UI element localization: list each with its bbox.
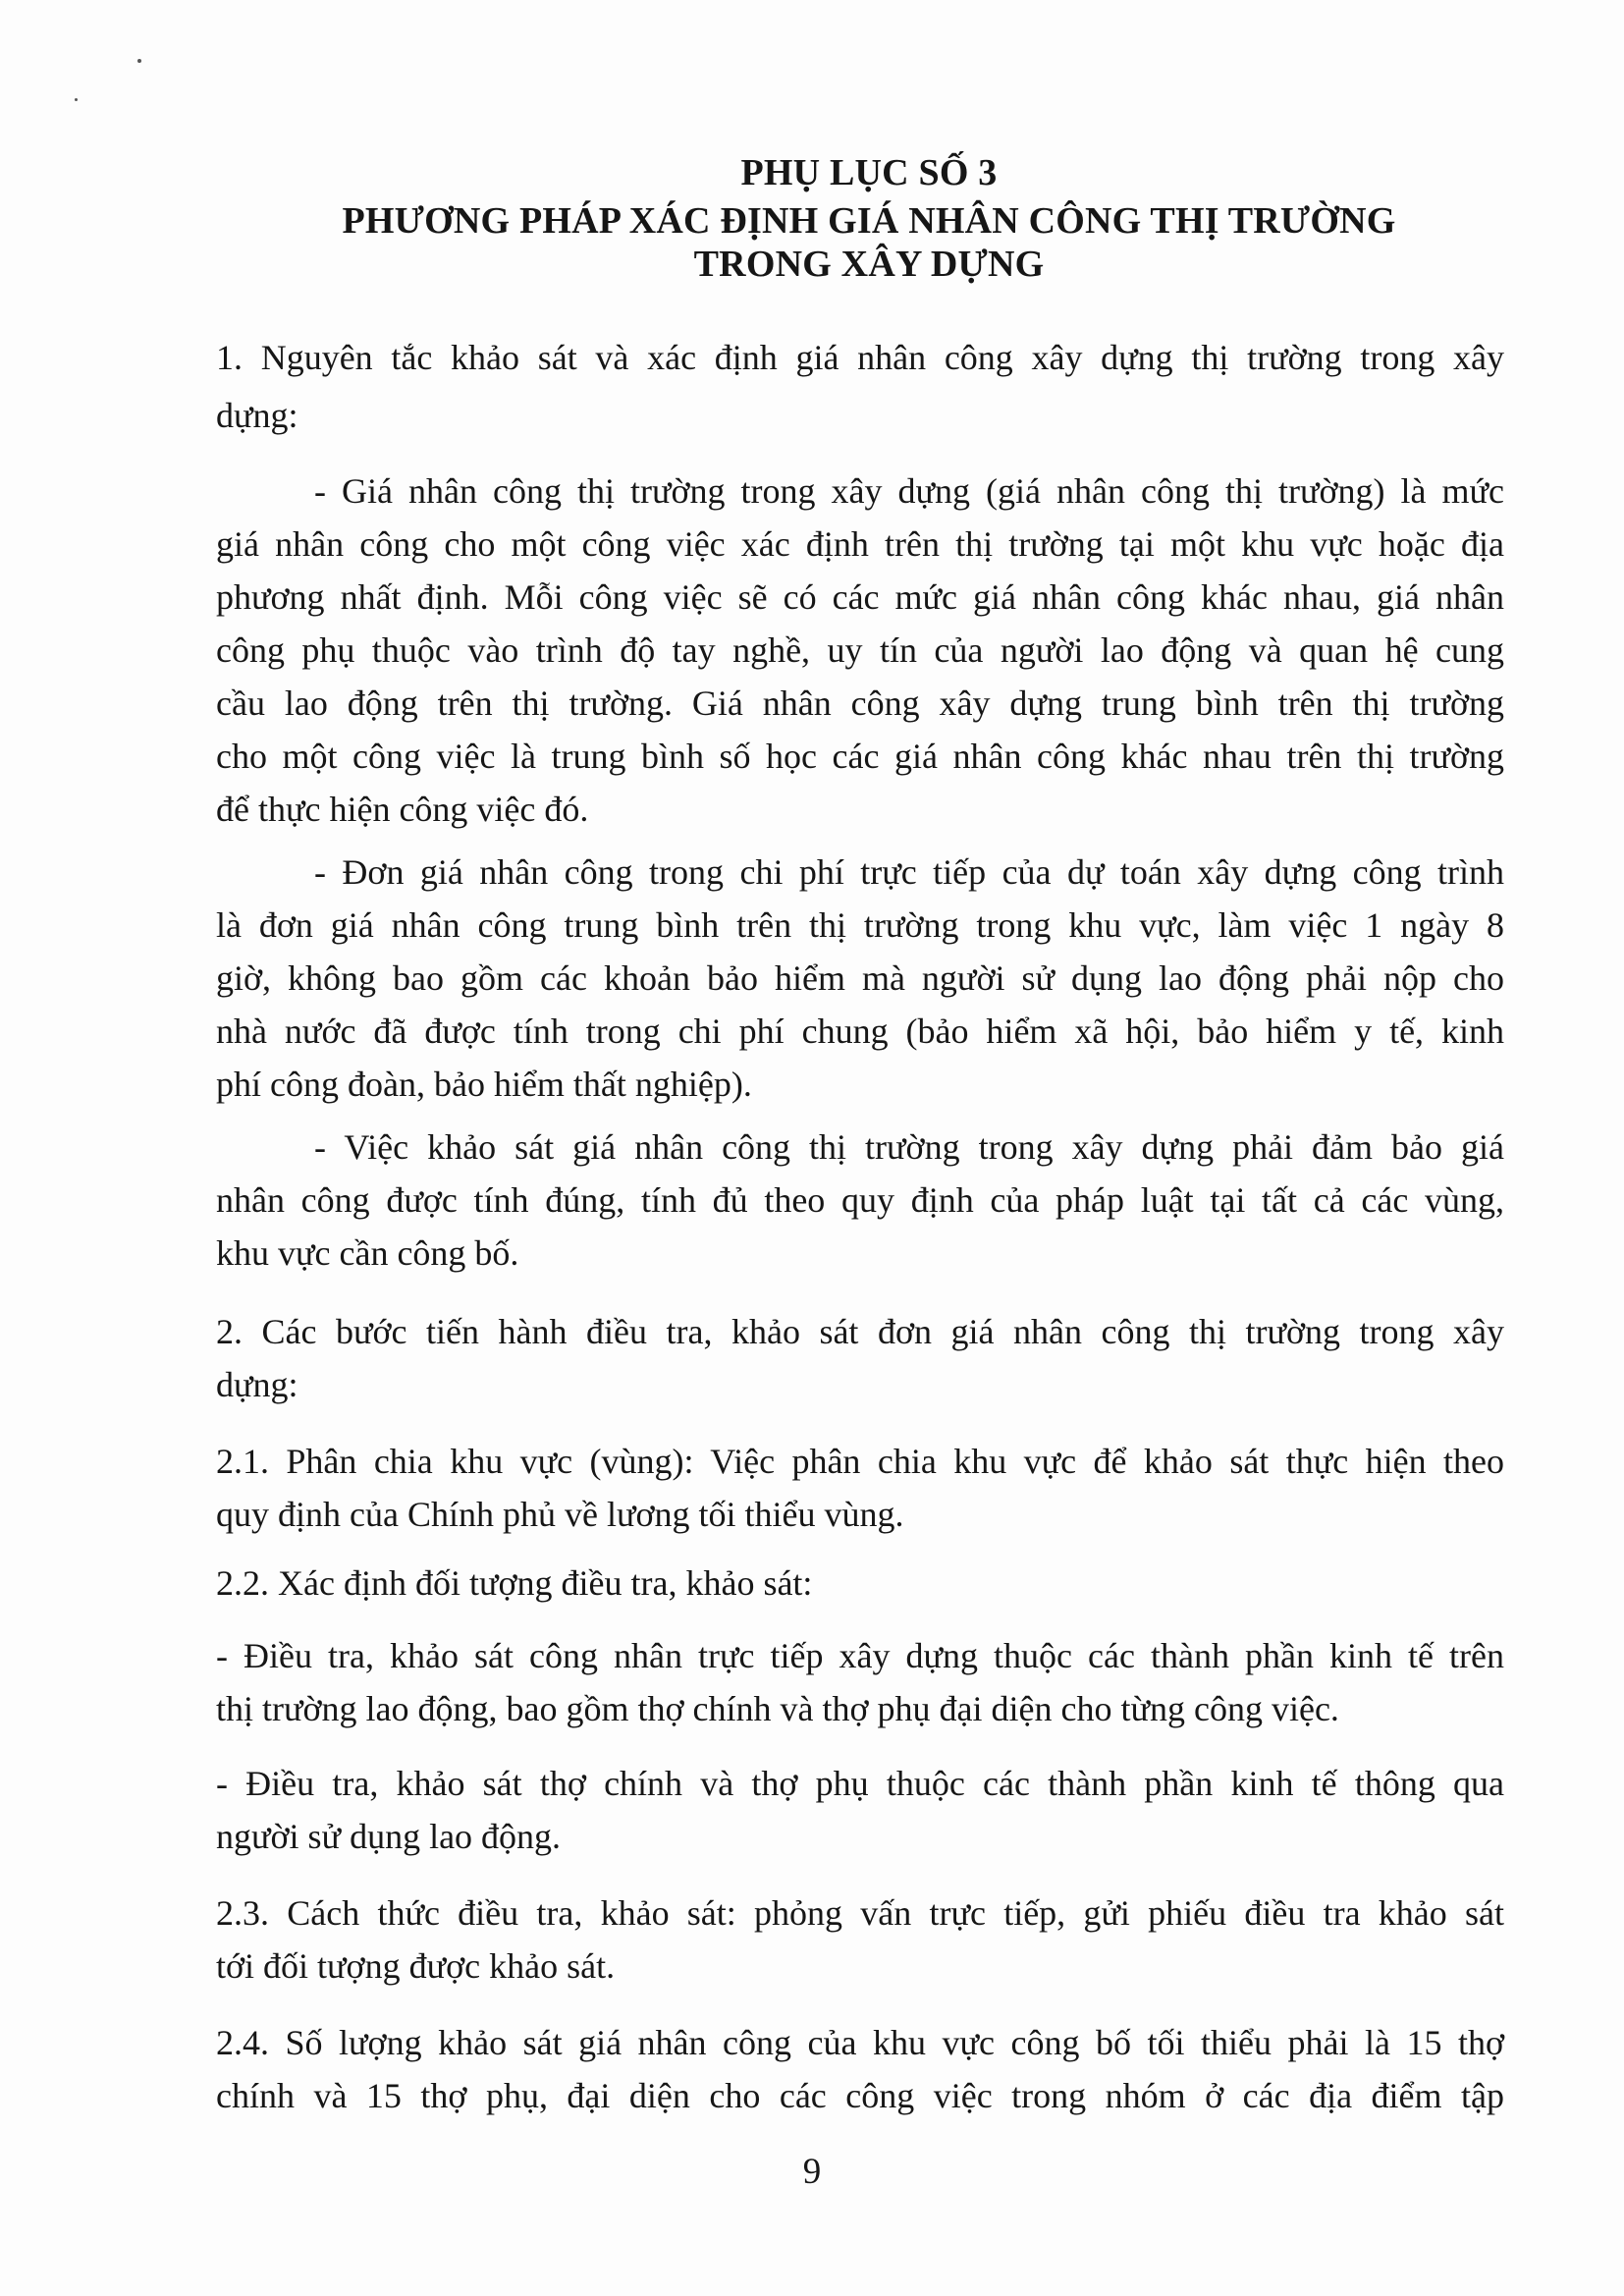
paragraph-line: phương nhất định. Mỗi công việc sẽ có các mức giá nhân công khác nhau, giá nhân — [216, 577, 1504, 617]
paragraph-line: giờ, không bao gồm các khoản bảo hiểm mà người sử dụng lao động phải nộp cho — [216, 958, 1504, 998]
paragraph-line: tới đối tượng được khảo sát. — [216, 1946, 616, 1986]
scan-speck — [137, 59, 141, 63]
paragraph-line: chính và 15 thợ phụ, đại diện cho các công việc trong nhóm ở các địa điểm tập — [216, 2076, 1504, 2115]
paragraph-line: 2.1. Phân chia khu vực (vùng): Việc phân chia khu vực để khảo sát thực hiện theo — [216, 1442, 1504, 1481]
paragraph-line: nhân công được tính đúng, tính đủ theo quy định của pháp luật tại tất cả các vùng, — [216, 1180, 1504, 1220]
document-title: PHƯƠNG PHÁP XÁC ĐỊNH GIÁ NHÂN CÔNG THỊ TRƯỜNG — [342, 200, 1396, 242]
page-number: 9 — [802, 2152, 822, 2192]
paragraph-line: quy định của Chính phủ về lương tối thiểu vùng. — [216, 1495, 904, 1534]
paragraph-line: - Đơn giá nhân công trong chi phí trực tiếp của dự toán xây dựng công trình — [314, 852, 1504, 892]
paragraph-line: 2.3. Cách thức điều tra, khảo sát: phỏng vấn trực tiếp, gửi phiếu điều tra khảo sát — [216, 1893, 1504, 1933]
subsection-heading: 2.2. Xác định đối tượng điều tra, khảo sát: — [216, 1563, 813, 1603]
paragraph-line: khu vực cần công bố. — [216, 1233, 519, 1273]
paragraph-line: cầu lao động trên thị trường. Giá nhân công xây dựng trung bình trên thị trường — [216, 683, 1504, 723]
paragraph-line: - Việc khảo sát giá nhân công thị trường trong xây dựng phải đảm bảo giá — [314, 1127, 1504, 1167]
paragraph-line: - Giá nhân công thị trường trong xây dựng (giá nhân công thị trường) là mức — [314, 471, 1504, 511]
section-2-heading: 2. Các bước tiến hành điều tra, khảo sát đơn giá nhân công thị trường trong xây — [216, 1312, 1504, 1351]
paragraph-line: nhà nước đã được tính trong chi phí chung (bảo hiểm xã hội, bảo hiểm y tế, kinh — [216, 1011, 1504, 1051]
paragraph-line: công phụ thuộc vào trình độ tay nghề, uy tín của người lao động và quan hệ cung — [216, 630, 1504, 670]
document-title-continued: TRONG XÂY DỰNG — [693, 244, 1045, 285]
paragraph-line: cho một công việc là trung bình số học các giá nhân công khác nhau trên thị trường — [216, 737, 1504, 776]
section-1-heading-cont: dựng: — [216, 396, 298, 435]
section-2-heading-cont: dựng: — [216, 1365, 298, 1404]
paragraph-line: là đơn giá nhân công trung bình trên thị trường trong khu vực, làm việc 1 ngày 8 — [216, 905, 1504, 945]
appendix-number: PHỤ LỤC SỐ 3 — [740, 152, 998, 193]
section-1-heading: 1. Nguyên tắc khảo sát và xác định giá nhân công xây dựng thị trường trong xây — [216, 338, 1504, 377]
paragraph-line: người sử dụng lao động. — [216, 1817, 562, 1856]
scan-speck — [75, 98, 78, 101]
paragraph-line: để thực hiện công việc đó. — [216, 790, 589, 829]
paragraph-line: giá nhân công cho một công việc xác định trên thị trường tại một khu vực hoặc địa — [216, 524, 1504, 564]
paragraph-line: - Điều tra, khảo sát thợ chính và thợ phụ thuộc các thành phần kinh tế thông qua — [216, 1764, 1504, 1803]
paragraph-line: phí công đoàn, bảo hiểm thất nghiệp). — [216, 1065, 752, 1104]
paragraph-line: thị trường lao động, bao gồm thợ chính và thợ phụ đại diện cho từng công việc. — [216, 1689, 1339, 1728]
paragraph-line: 2.4. Số lượng khảo sát giá nhân công của khu vực công bố tối thiểu phải là 15 thợ — [216, 2023, 1504, 2062]
paragraph-line: - Điều tra, khảo sát công nhân trực tiếp xây dựng thuộc các thành phần kinh tế trên — [216, 1636, 1504, 1675]
